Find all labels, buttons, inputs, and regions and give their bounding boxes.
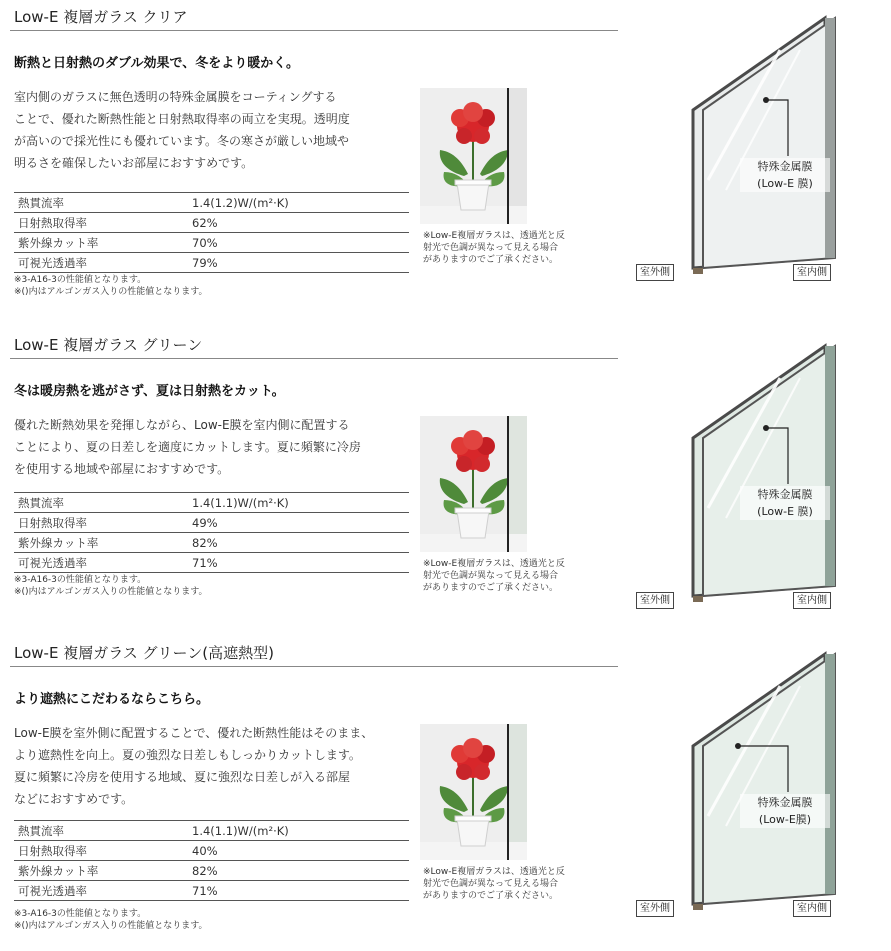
spec-value: 1.4(1.1)W/(m²·K): [188, 493, 409, 513]
section-headline: 断熱と日射熱のダブル効果で、冬をより暖かく。: [14, 56, 299, 71]
section-body: [14, 414, 414, 480]
flower-photo: [420, 724, 527, 860]
body-line: ことで、優れた断熱性能と日射熱取得率の両立を実現。透明度: [14, 112, 350, 126]
outdoor-side-label: 室外側: [636, 264, 674, 281]
spec-label: 可視光透過率: [14, 553, 188, 573]
indoor-side-label: 室内側: [793, 900, 831, 917]
body-line: が高いので採光性にも優れています。冬の寒さが厳しい地域や: [14, 134, 350, 148]
spec-value: 40%: [188, 841, 409, 861]
spec-value: 79%: [188, 253, 409, 273]
film-label-line: 特殊金属膜: [757, 160, 813, 173]
spec-label: 日射熱取得率: [14, 841, 188, 861]
section-title: Low-E 複層ガラス クリア: [14, 8, 188, 26]
note-line: 射光で色調が異なって見える場合: [423, 879, 559, 889]
divider: [10, 30, 618, 31]
spec-value: 70%: [188, 233, 409, 253]
note-line: ※Low-E複層ガラスは、透過光と反: [423, 867, 565, 877]
film-label: [740, 486, 830, 520]
spec-notes: [14, 908, 208, 932]
spec-label: 紫外線カット率: [14, 861, 188, 881]
film-label-line: (Low-E膜): [758, 813, 812, 826]
spec-value: 71%: [188, 881, 409, 901]
spec-value: 82%: [188, 533, 409, 553]
spec-row: [14, 233, 409, 253]
spec-notes: [14, 274, 208, 298]
film-label-line: 特殊金属膜: [757, 488, 813, 501]
film-label: [740, 158, 830, 192]
note-line: 射光で色調が異なって見える場合: [423, 571, 559, 581]
spec-label: 可視光透過率: [14, 253, 188, 273]
spec-label: 可視光透過率: [14, 881, 188, 901]
note-line: ※()内はアルゴンガス入りの性能値となります。: [14, 921, 208, 931]
film-label-line: (Low-E 膜): [757, 505, 813, 518]
spec-table: [14, 492, 409, 573]
indoor-side-label: 室内側: [793, 592, 831, 609]
spec-row: [14, 513, 409, 533]
note-line: ※3-A16-3の性能値となります。: [14, 909, 147, 919]
body-line: ことにより、夏の日差しを適度にカットします。夏に頻繁に冷房: [14, 440, 361, 454]
spec-row: [14, 213, 409, 233]
note-line: がありますのでご了承ください。: [423, 583, 559, 593]
spec-label: 熱貫流率: [14, 821, 188, 841]
spec-value: 1.4(1.2)W/(m²·K): [188, 193, 409, 213]
spec-row: [14, 533, 409, 553]
spec-label: 日射熱取得率: [14, 513, 188, 533]
spec-row: [14, 881, 409, 901]
spec-value: 1.4(1.1)W/(m²·K): [188, 821, 409, 841]
spec-row: [14, 821, 409, 841]
spec-label: 熱貫流率: [14, 193, 188, 213]
spec-row: [14, 861, 409, 881]
section-body: [14, 722, 414, 810]
photo-note: [423, 866, 608, 902]
spec-row: [14, 841, 409, 861]
note-line: がありますのでご了承ください。: [423, 891, 559, 901]
glass-diagram: [630, 10, 860, 285]
note-line: がありますのでご了承ください。: [423, 255, 559, 265]
section-title: Low-E 複層ガラス グリーン(高遮熱型): [14, 644, 274, 662]
note-line: ※()内はアルゴンガス入りの性能値となります。: [14, 287, 208, 297]
body-line: などにおすすめです。: [14, 792, 134, 806]
flower-photo: [420, 416, 527, 552]
outdoor-side-label: 室外側: [636, 592, 674, 609]
spec-notes: [14, 574, 208, 598]
note-line: ※()内はアルゴンガス入りの性能値となります。: [14, 587, 208, 597]
spec-row: [14, 253, 409, 273]
note-line: 射光で色調が異なって見える場合: [423, 243, 559, 253]
spec-value: 49%: [188, 513, 409, 533]
body-line: 明るさを確保したいお部屋におすすめです。: [14, 156, 254, 170]
section-green: [0, 328, 891, 643]
flower-photo: [420, 88, 527, 224]
note-line: ※3-A16-3の性能値となります。: [14, 575, 147, 585]
divider: [10, 358, 618, 359]
glass-diagram: [630, 646, 860, 921]
film-label-line: (Low-E 膜): [757, 177, 813, 190]
spec-table: [14, 192, 409, 273]
spec-label: 紫外線カット率: [14, 533, 188, 553]
spec-value: 62%: [188, 213, 409, 233]
photo-note: [423, 230, 608, 266]
spec-row: [14, 193, 409, 213]
spec-label: 紫外線カット率: [14, 233, 188, 253]
body-line: 室内側のガラスに無色透明の特殊金属膜をコーティングする: [14, 90, 337, 104]
body-line: Low-E膜を室外側に配置することで、優れた断熱性能はそのまま、: [14, 726, 374, 740]
note-line: ※Low-E複層ガラスは、透過光と反: [423, 231, 565, 241]
indoor-side-label: 室内側: [793, 264, 831, 281]
body-line: 夏に頻繁に冷房を使用する地域、夏に強烈な日差しが入る部屋: [14, 770, 351, 784]
spec-value: 82%: [188, 861, 409, 881]
note-line: ※3-A16-3の性能値となります。: [14, 275, 147, 285]
note-line: ※Low-E複層ガラスは、透過光と反: [423, 559, 565, 569]
photo-note: [423, 558, 608, 594]
outdoor-side-label: 室外側: [636, 900, 674, 917]
section-body: [14, 86, 414, 174]
section-clear: [0, 0, 891, 315]
film-label-line: 特殊金属膜: [757, 796, 813, 809]
body-line: より遮熱性を向上。夏の強烈な日差しもしっかりカットします。: [14, 748, 361, 762]
section-title: Low-E 複層ガラス グリーン: [14, 336, 203, 354]
glass-diagram: [630, 338, 860, 613]
spec-label: 熱貫流率: [14, 493, 188, 513]
section-headline: 冬は暖房熱を逃がさず、夏は日射熱をカット。: [14, 384, 285, 399]
spec-table: [14, 820, 409, 901]
section-headline: より遮熱にこだわるならこちら。: [14, 692, 210, 707]
divider: [10, 666, 618, 667]
spec-label: 日射熱取得率: [14, 213, 188, 233]
body-line: を使用する地域や部屋におすすめです。: [14, 462, 230, 476]
film-label: [740, 794, 830, 828]
spec-value: 71%: [188, 553, 409, 573]
body-line: 優れた断熱効果を発揮しながら、Low-E膜を室内側に配置する: [14, 418, 350, 432]
spec-row: [14, 493, 409, 513]
section-green-high-shield: [0, 636, 891, 951]
spec-row: [14, 553, 409, 573]
